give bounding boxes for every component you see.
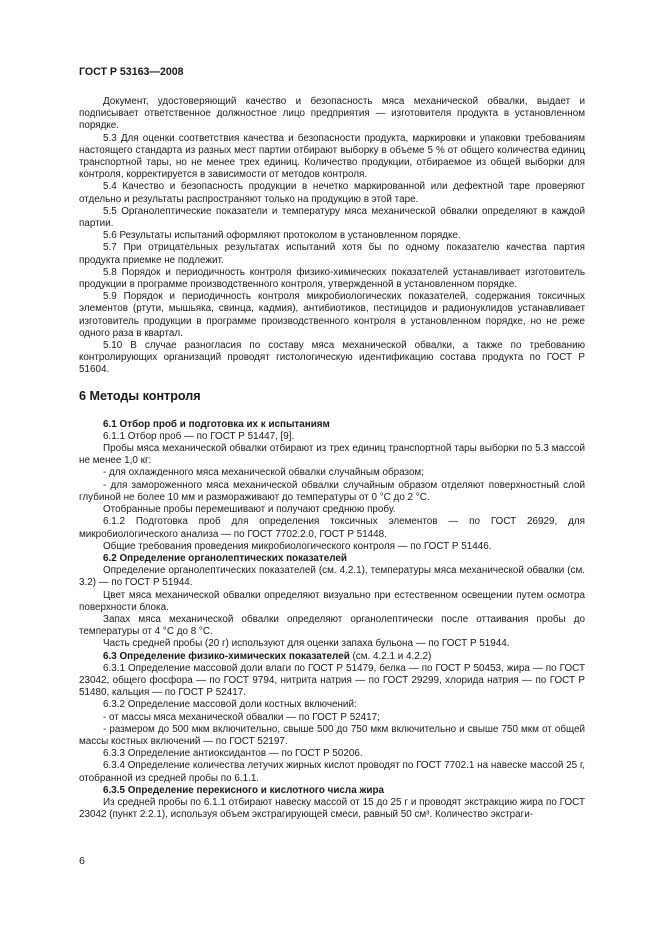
paragraph-sampling: Пробы мяса механической обвалки отбирают из трех единиц транспортной тары выборки по 5.3 массой не менее 1,0 кг: [79,443,585,467]
page-number: 6 [79,855,85,867]
paragraph-5-9: 5.9 Порядок и периодичность контроля микробиологических показателей, содержания токсичных элементов (ртути, мышьяка, свинца, кадмия), антибиотиков, пестицидов и радионуклидов устанавливает изготовитель продукции в программе производственного контроля в установленном порядке, но не реже одного раза в квартал. [79,291,585,339]
list-item-chilled: - для охлажденного мяса механической обвалки случайным образом; [103,467,424,479]
paragraph-mix: Отобранные пробы перемешивают и получают среднюю пробу. [103,504,396,516]
paragraph-5-5: 5.5 Органолептические показатели и температуру мяса механической обвалки определяют в каждой партии. [79,205,585,230]
document-header: ГОСТ Р 53163—2008 [79,66,184,78]
heading-6-2: 6.2 Определение органолептических показателей [103,552,347,564]
paragraph-6-3-2: 6.3.2 Определение массовой доли костных включений: [103,699,357,711]
document-body [79,96,585,821]
heading-6-1: 6.1 Отбор проб и подготовка их к испытаниям [103,418,330,430]
section-6-title: 6 Методы контроля [79,388,201,403]
paragraph-6-3-5: Из средней пробы по 6.1.1 отбирают навеску массой от 15 до 25 г и проводят экстракцию жира по ГОСТ 23042 (пункт 2.2.1), используя объем экстрагирующей смеси, равный 50 см³. Количество экстраги- [79,796,585,821]
heading-6-3-5: 6.3.5 Определение перекисного и кислотного числа жира [103,784,385,796]
paragraph-5-2-cont: Документ, удостоверяющий качество и безопасность мяса механической обвалки, выдает и подписывает ответственное должностное лицо предприятия — изготовителя продукта в установленном порядке. [79,96,585,132]
paragraph-6-1-2: 6.1.2 Подготовка проб для определения токсичных элементов — по ГОСТ 26929, для микробиологического анализа — по ГОСТ 7702.2.0, ГОСТ Р 51448. [79,516,585,540]
paragraph-5-7: 5.7 При отрицательных результатах испытаний хотя бы по одному показателю качества партия продукта приемке не подлежит. [79,242,585,266]
paragraph-5-4: 5.4 Качество и безопасность продукции в нечетко маркированной или дефектной таре проверяют отдельно и результаты распространяют только на продукцию в этой таре. [79,181,585,205]
heading-6-3-ref: (см. 4.2.1 и 4.2.2) [349,650,432,662]
list-item-bone-size: - размером до 500 мкм включительно, свыше 500 до 750 мкм включительно и свыше 750 мкм от общей массы костных включений — по ГОСТ 52197. [79,723,585,747]
paragraph-6-1-1: 6.1.1 Отбор проб — по ГОСТ Р 51447, [9]. [103,430,295,442]
paragraph-5-10: 5.10 В случае разногласия по составу мяса механической обвалки, а также по требованию контролирующих организаций проводят гистологическую идентификацию состава продукта по ГОСТ Р 51604. [79,340,585,376]
paragraph-6-3-1: 6.3.1 Определение массовой доли влаги по ГОСТ Р 51479, белка — по ГОСТ Р 50453, жира — по ГОСТ 23042, общего фосфора — по ГОСТ 9794, нитрита натрия — по ГОСТ 29299, хлорида натрия — по ГОСТ Р 51480, кальция — по ГОСТ Р 52417. [79,662,585,699]
paragraph-6-3-4: 6.3.4 Определение количества летучих жирных кислот проводят по ГОСТ 7702.1 на навеске массой 25 г, отобранной из средней пробы по 6.1.1. [79,760,585,784]
paragraph-5-8: 5.8 Порядок и периодичность контроля физико-химических показателей устанавливает изготовитель продукции в программе производственного контроля, утвержденной в установленном порядке. [79,266,585,291]
heading-6-3-title: 6.3 Определение физико-химических показателей [103,650,350,662]
paragraph-6-3-3: 6.3.3 Определение антиоксидантов — по ГОСТ Р 50206. [103,748,363,760]
paragraph-6-2-d: Часть средней пробы (20 г) используют для оценки запаха бульона — по ГОСТ Р 51944. [103,638,510,650]
paragraph-6-2-a: Определение органолептических показателей (см. 4.2.1), температуры мяса механической обвалки (см. 3.2) — по ГОСТ Р 51944. [79,565,585,589]
heading-6-3 [79,651,585,663]
paragraph-6-2-b: Цвет мяса механической обвалки определяют визуально при естественном освещении путем осмотра поверхности блока. [79,589,585,613]
list-item-frozen: - для замороженного мяса механической обвалки случайным образом отделяют поверхностный слой глубиной не более 10 мм и размораживают до температуры от 0 °С до 2 °С. [79,479,585,503]
paragraph-micro-requirements: Общие требования проведения микробиологического контроля — по ГОСТ Р 51446. [103,540,492,552]
paragraph-6-2-c: Запах мяса механической обвалки определяют органолептически после оттаивания пробы до температуры от 4 °С до 8 °С. [79,613,585,638]
list-item-bone-mass: - от массы мяса механической обвалки — по ГОСТ Р 52417; [103,711,380,723]
paragraph-5-3: 5.3 Для оценки соответствия качества и безопасности продукта, маркировки и упаковки требованиям настоящего стандарта из разных мест партии отбирают выборку в объеме 5 % от общего количества единиц транспортной тары, но не менее трех единиц. Количество продукции, отбираемое из общей выборки для контроля, корректируется в зависимости от методов контроля. [79,132,585,181]
paragraph-5-6: 5.6 Результаты испытаний оформляют протоколом в установленном порядке. [103,230,461,242]
